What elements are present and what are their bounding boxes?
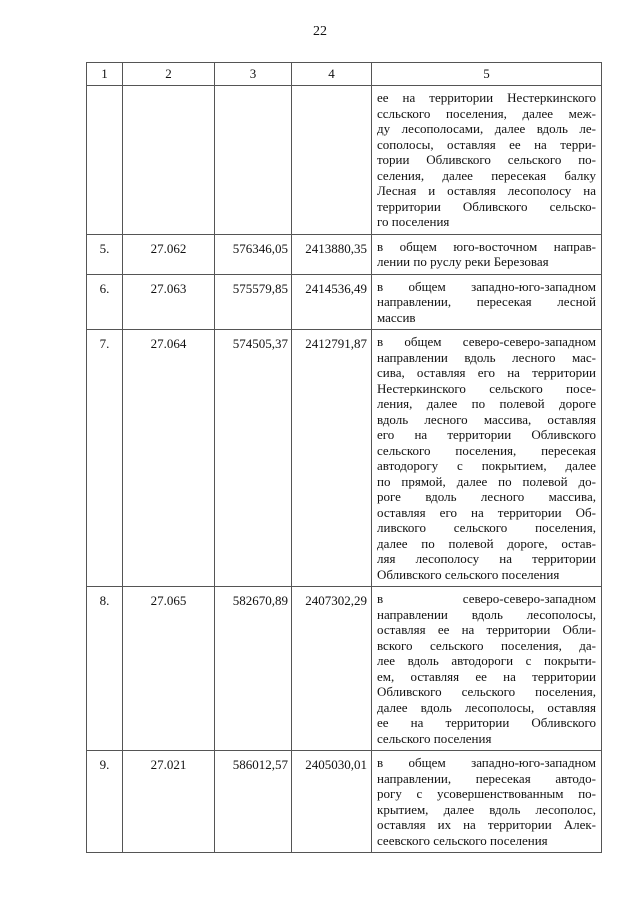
row-number-cell: 5.	[87, 234, 123, 274]
y-coordinate-cell: 2405030,01	[292, 751, 372, 853]
table-row	[87, 330, 602, 587]
point-id-cell: 27.021	[123, 751, 215, 853]
description-line: ссльского поселения, далее меж-	[377, 105, 596, 121]
description-line: его на территории Обливского	[377, 427, 596, 442]
point-id-cell	[123, 86, 215, 235]
x-coordinate-cell: 574505,37	[215, 330, 292, 587]
point-id-cell: 27.063	[123, 274, 215, 330]
y-coordinate-cell: 2407302,29	[292, 587, 372, 751]
table-row	[87, 274, 602, 330]
description-line: ее на территории Нестеркинского	[377, 90, 596, 105]
description-cell	[372, 274, 602, 330]
description-line: сельского поселения, пересекая	[377, 442, 596, 458]
column-header: 4	[292, 63, 372, 86]
description-line: автодорогу с покрытием, далее	[377, 458, 596, 473]
description-line: в северо-северо-западном	[377, 591, 596, 606]
point-id-cell: 27.062	[123, 234, 215, 274]
table-row	[87, 234, 602, 274]
description-line: ем, оставляя ее на территории	[377, 668, 596, 684]
description-line: направлении, пересекая автодо-	[377, 770, 596, 786]
description-line: Лесная и оставляя лесополосу на	[377, 183, 596, 198]
description-line: направлении, пересекая лесной	[377, 294, 596, 309]
description-line: массив	[377, 309, 416, 325]
description-cell	[372, 86, 602, 235]
description-line: рогу с усовершенствованным по-	[377, 786, 596, 801]
x-coordinate-cell	[215, 86, 292, 235]
description-line: крытием, далее вдоль лесополос,	[377, 801, 596, 817]
column-header: 2	[123, 63, 215, 86]
description-line: ду лесополосами, далее вдоль ле-	[377, 121, 596, 136]
description-line: лении по руслу реки Березовая	[377, 254, 549, 269]
description-line: оставляя его на территории Об-	[377, 504, 596, 520]
y-coordinate-cell: 2412791,87	[292, 330, 372, 587]
description-cell	[372, 234, 602, 274]
description-line: по прямой, далее по полевой до-	[377, 473, 596, 489]
row-number-cell: 8.	[87, 587, 123, 751]
description-line: далее по полевой дороге, остав-	[377, 535, 596, 551]
y-coordinate-cell: 2414536,49	[292, 274, 372, 330]
description-line: ливского сельского поселения,	[377, 520, 596, 535]
description-line: сельского поселения	[377, 730, 492, 746]
description-line: Обливского сельского поселения	[377, 566, 560, 582]
description-line: направлении вдоль лесного мас-	[377, 349, 596, 365]
table-header-row	[87, 63, 602, 86]
description-line: роге вдоль лесного массива,	[377, 489, 596, 504]
row-number-cell: 6.	[87, 274, 123, 330]
description-line: направлении вдоль лесополосы,	[377, 606, 596, 622]
description-line: лее вдоль автодороги с покрыти-	[377, 653, 596, 668]
row-number-cell: 7.	[87, 330, 123, 587]
table-row	[87, 751, 602, 853]
description-line: тории Обливского сельского по-	[377, 152, 596, 167]
description-line: в общем юго-восточном направ-	[377, 238, 596, 254]
description-line: селения, далее пересекая балку	[377, 167, 596, 183]
y-coordinate-cell	[292, 86, 372, 235]
point-id-cell: 27.064	[123, 330, 215, 587]
y-coordinate-cell: 2413880,35	[292, 234, 372, 274]
description-line: ления, далее по полевой дороге	[377, 396, 596, 411]
description-line: вского сельского поселения, да-	[377, 637, 596, 653]
description-line: далее вдоль лесополосы, оставляя	[377, 699, 596, 715]
x-coordinate-cell: 586012,57	[215, 751, 292, 853]
description-line: сива, оставляя его на территории	[377, 365, 596, 380]
column-header: 5	[372, 63, 602, 86]
boundary-table	[86, 62, 602, 853]
description-line: оставляя ее на территории Обли-	[377, 622, 596, 637]
description-line: в общем северо-северо-западном	[377, 334, 596, 349]
description-line: оставляя их на территории Алек-	[377, 817, 596, 832]
description-line: в общем западно-юго-западном	[377, 755, 596, 770]
description-line: ляя лесополосу на территории	[377, 551, 596, 566]
description-line: ее на территории Обливского	[377, 715, 596, 730]
table-row	[87, 587, 602, 751]
description-line: в общем западно-юго-западном	[377, 278, 596, 294]
row-number-cell	[87, 86, 123, 235]
point-id-cell: 27.065	[123, 587, 215, 751]
x-coordinate-cell: 576346,05	[215, 234, 292, 274]
description-line: го поселения	[377, 214, 450, 229]
column-header: 1	[87, 63, 123, 86]
description-cell	[372, 587, 602, 751]
description-line: сеевского сельского поселения	[377, 832, 548, 848]
page-number: 22	[313, 24, 327, 39]
description-line: территории Обливского сельско-	[377, 198, 596, 214]
column-header: 3	[215, 63, 292, 86]
description-cell	[372, 330, 602, 587]
x-coordinate-cell: 582670,89	[215, 587, 292, 751]
description-line: Нестеркинского сельского посе-	[377, 380, 596, 396]
description-line: Обливского сельского поселения,	[377, 684, 596, 699]
table-body	[87, 86, 602, 853]
row-number-cell: 9.	[87, 751, 123, 853]
description-line: вдоль лесного массива, оставляя	[377, 411, 596, 427]
description-cell	[372, 751, 602, 853]
description-line: сополосы, оставляя ее на терри-	[377, 136, 596, 152]
table-row	[87, 86, 602, 235]
x-coordinate-cell: 575579,85	[215, 274, 292, 330]
